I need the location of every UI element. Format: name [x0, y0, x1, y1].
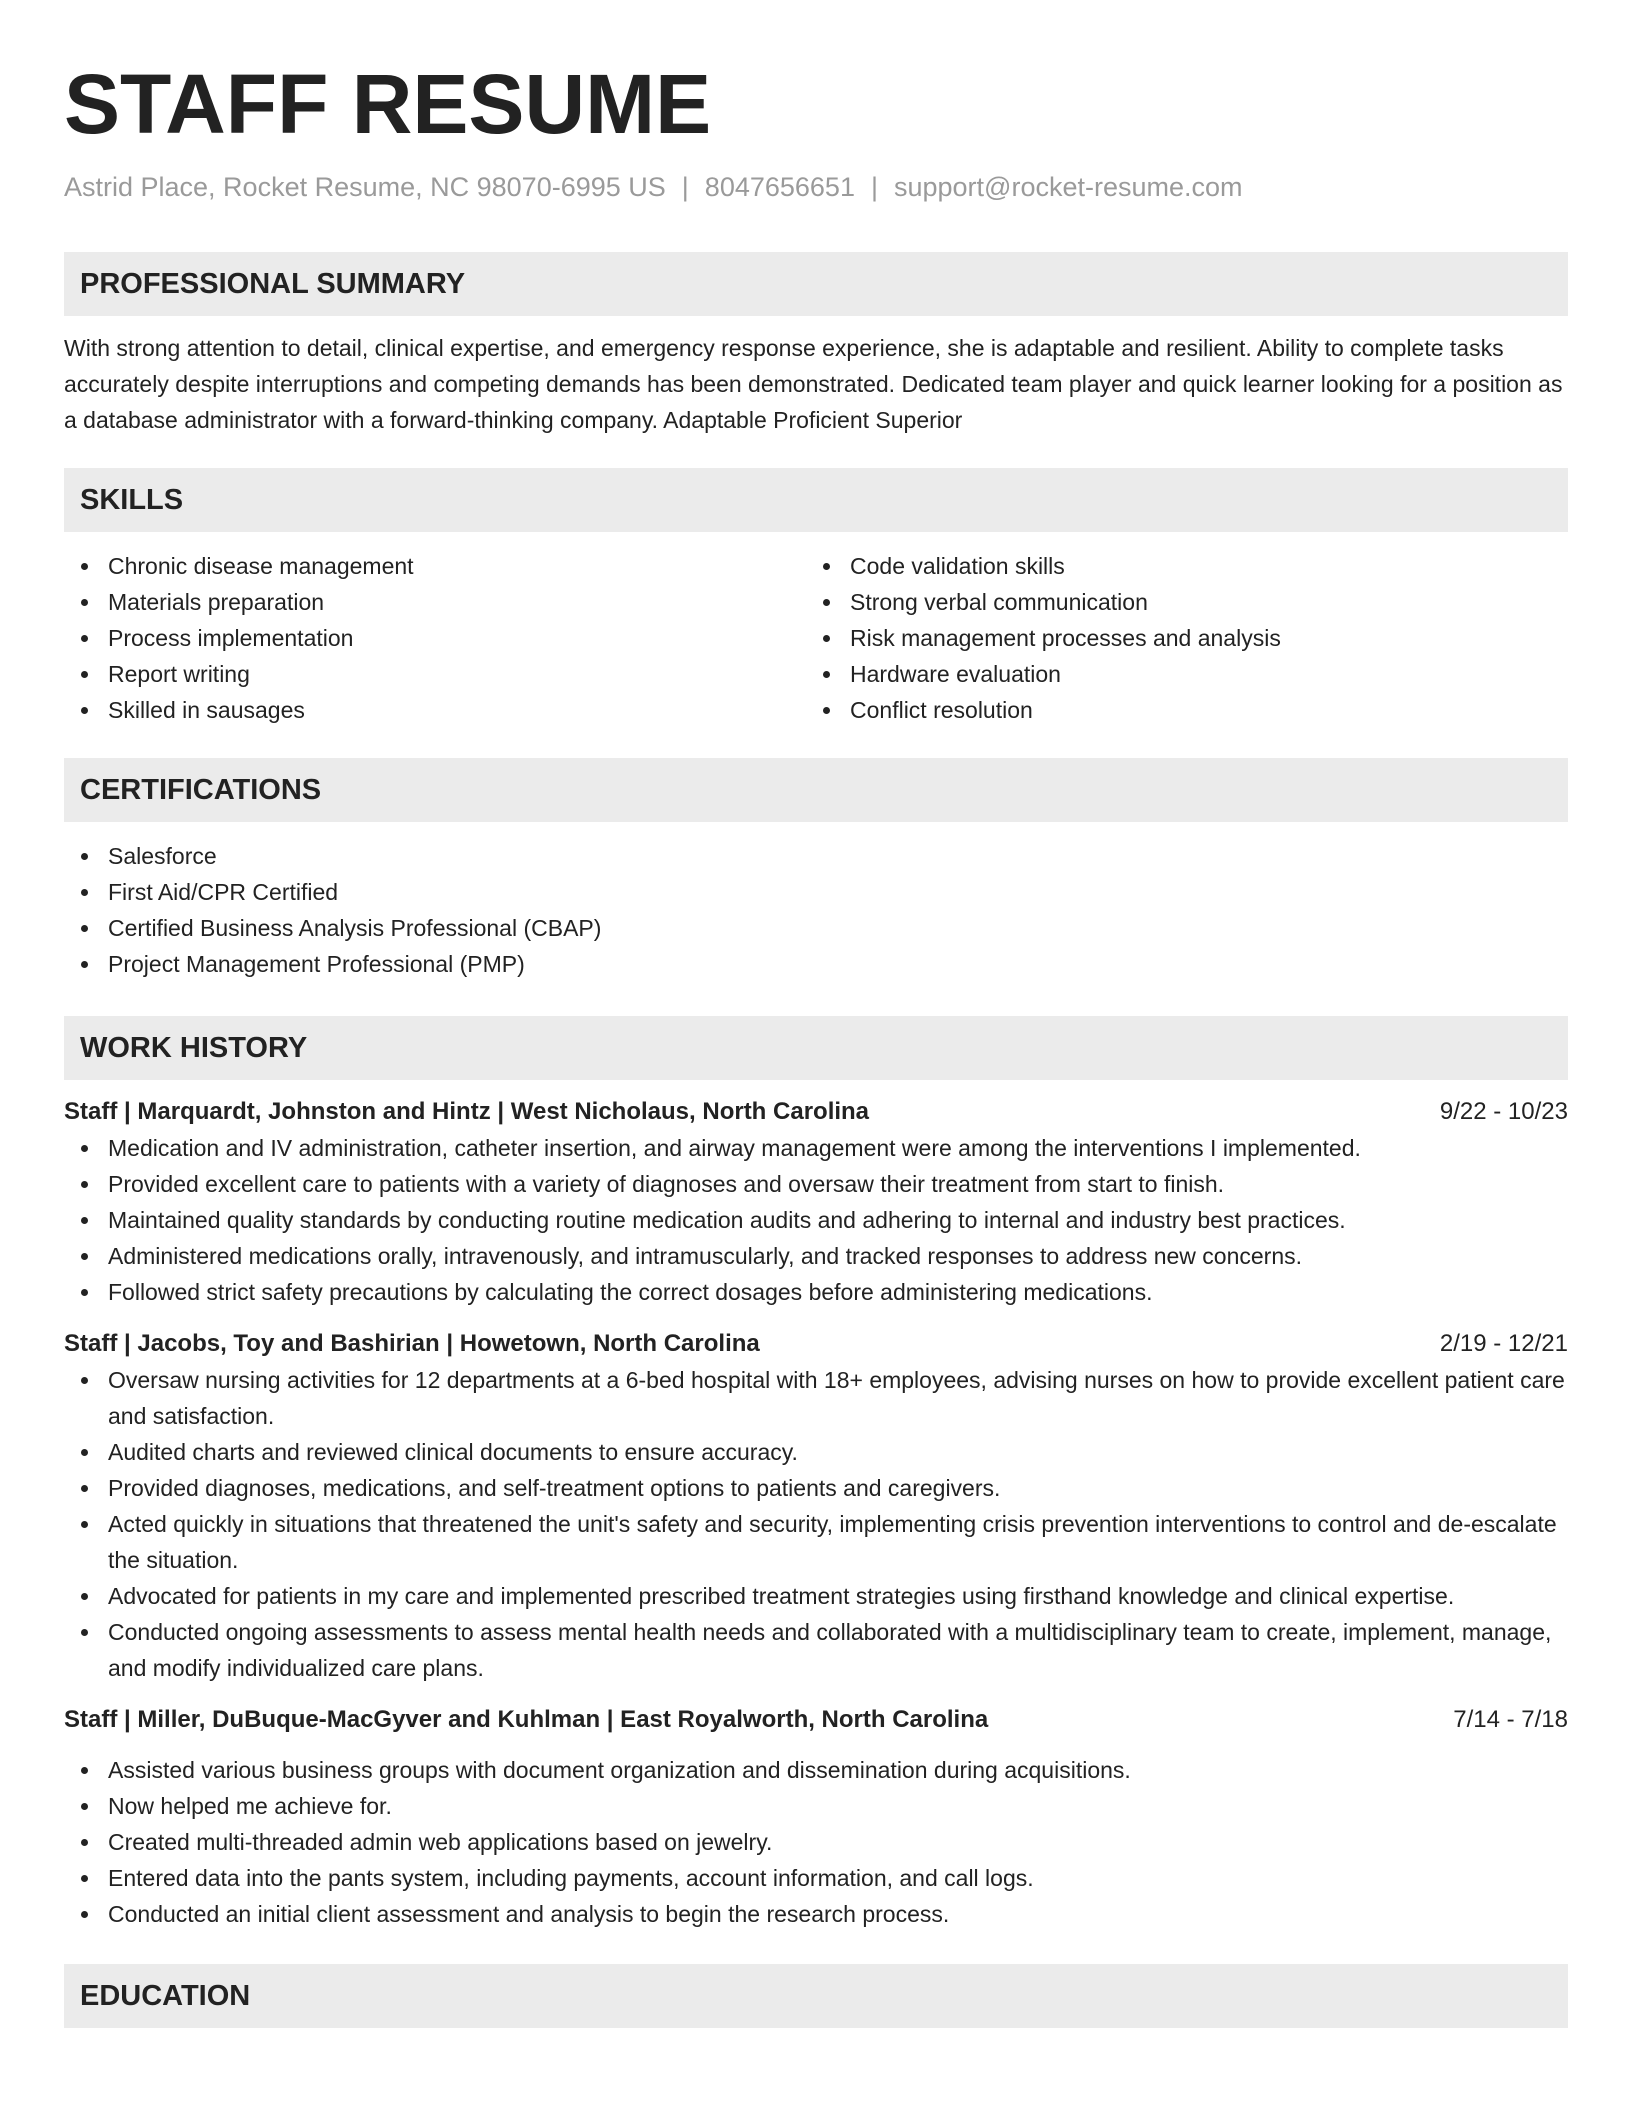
- job-bullet: Followed strict safety precautions by calculating the correct dosages before administering medications.: [64, 1274, 1568, 1310]
- certification-item: Salesforce: [64, 838, 1568, 874]
- skills-list: [64, 548, 1568, 728]
- education-heading: EDUCATION: [64, 1964, 1568, 2028]
- job-dates: 2/19 - 12/21: [1439, 1330, 1568, 1357]
- job-header: [64, 1702, 1568, 1738]
- resume-name: STAFF RESUME: [64, 57, 712, 151]
- job-dates: 7/14 - 7/18: [1453, 1706, 1568, 1733]
- job-bullet: Administered medications orally, intravenously, and intramuscularly, and tracked responses to address new concerns.: [64, 1238, 1568, 1274]
- skill-item: Code validation skills: [806, 548, 1548, 584]
- contact-line: [64, 170, 1568, 204]
- job-bullet: Created multi-threaded admin web applications based on jewelry.: [64, 1824, 1568, 1860]
- skill-item: Strong verbal communication: [806, 584, 1548, 620]
- contact-address: Astrid Place, Rocket Resume, NC 98070-6995 US: [64, 172, 666, 202]
- job-bullet: Now helped me achieve for.: [64, 1788, 1568, 1824]
- skill-item: Hardware evaluation: [806, 656, 1548, 692]
- job-bullet: Audited charts and reviewed clinical documents to ensure accuracy.: [64, 1434, 1568, 1470]
- skills-column-left: [64, 548, 806, 728]
- job-dates: 9/22 - 10/23: [1439, 1098, 1568, 1125]
- contact-phone: 8047656651: [704, 172, 855, 202]
- job-bullet: Acted quickly in situations that threatened the unit's safety and security, implementing crisis prevention interventions to control and de-escalate the situation.: [64, 1506, 1568, 1578]
- job-bullet: Assisted various business groups with document organization and dissemination during acquisitions.: [64, 1752, 1568, 1788]
- contact-separator: |: [681, 172, 689, 202]
- job-title: Staff | Miller, DuBuque-MacGyver and Kuhlman | East Royalworth, North Carolina: [64, 1706, 989, 1733]
- job-title: Staff | Jacobs, Toy and Bashirian | Howetown, North Carolina: [64, 1330, 760, 1357]
- certification-item: Project Management Professional (PMP): [64, 946, 1568, 982]
- job-bullet: Advocated for patients in my care and implemented prescribed treatment strategies using firsthand knowledge and clinical expertise.: [64, 1578, 1568, 1614]
- job-bullet: Provided diagnoses, medications, and self-treatment options to patients and caregivers.: [64, 1470, 1568, 1506]
- skill-item: Risk management processes and analysis: [806, 620, 1548, 656]
- job-bullets: [64, 1130, 1568, 1310]
- skills-column-right: [806, 548, 1548, 728]
- job-bullet: Conducted ongoing assessments to assess mental health needs and collaborated with a multidisciplinary team to create, implement, manage, and modify individualized care plans.: [64, 1614, 1568, 1686]
- skill-item: Skilled in sausages: [64, 692, 806, 728]
- job-entry: [64, 1326, 1568, 1686]
- job-entry: [64, 1702, 1568, 1932]
- certification-item: First Aid/CPR Certified: [64, 874, 1568, 910]
- job-bullet: Entered data into the pants system, including payments, account information, and call logs.: [64, 1860, 1568, 1896]
- job-title: Staff | Marquardt, Johnston and Hintz | West Nicholaus, North Carolina: [64, 1098, 870, 1125]
- job-bullet: Oversaw nursing activities for 12 departments at a 6-bed hospital with 18+ employees, advising nurses on how to provide excellent patient care and satisfaction.: [64, 1362, 1568, 1434]
- resume-page: [64, 0, 1568, 2028]
- certifications-list: [64, 838, 1568, 982]
- contact-separator: |: [870, 172, 878, 202]
- summary-text: With strong attention to detail, clinical expertise, and emergency response experience, she is adaptable and resilient. Ability to complete tasks accurately despite interruptions and competing demands has been demonstrated. Dedicated team player and quick learner looking for a position as a database administrator with a forward-thinking company. Adaptable Proficient Superior: [64, 335, 1563, 433]
- job-bullet: Medication and IV administration, catheter insertion, and airway management were among the interventions I implemented.: [64, 1130, 1568, 1166]
- job-header: [64, 1094, 1568, 1130]
- job-bullet: Maintained quality standards by conducting routine medication audits and adhering to internal and industry best practices.: [64, 1202, 1568, 1238]
- certifications-heading: CERTIFICATIONS: [64, 758, 1568, 822]
- skill-item: Materials preparation: [64, 584, 806, 620]
- job-header: [64, 1326, 1568, 1362]
- job-bullets: [64, 1362, 1568, 1686]
- job-bullets: [64, 1752, 1568, 1932]
- skill-item: Process implementation: [64, 620, 806, 656]
- skill-item: Report writing: [64, 656, 806, 692]
- contact-email: support@rocket-resume.com: [893, 172, 1243, 202]
- job-bullet: Provided excellent care to patients with a variety of diagnoses and oversaw their treatment from start to finish.: [64, 1166, 1568, 1202]
- skill-item: Conflict resolution: [806, 692, 1548, 728]
- skills-heading: SKILLS: [64, 468, 1568, 532]
- certification-item: Certified Business Analysis Professional (CBAP): [64, 910, 1568, 946]
- skill-item: Chronic disease management: [64, 548, 806, 584]
- work-history-heading: WORK HISTORY: [64, 1016, 1568, 1080]
- job-entry: [64, 1094, 1568, 1310]
- summary-heading: PROFESSIONAL SUMMARY: [64, 252, 1568, 316]
- job-bullet: Conducted an initial client assessment and analysis to begin the research process.: [64, 1896, 1568, 1932]
